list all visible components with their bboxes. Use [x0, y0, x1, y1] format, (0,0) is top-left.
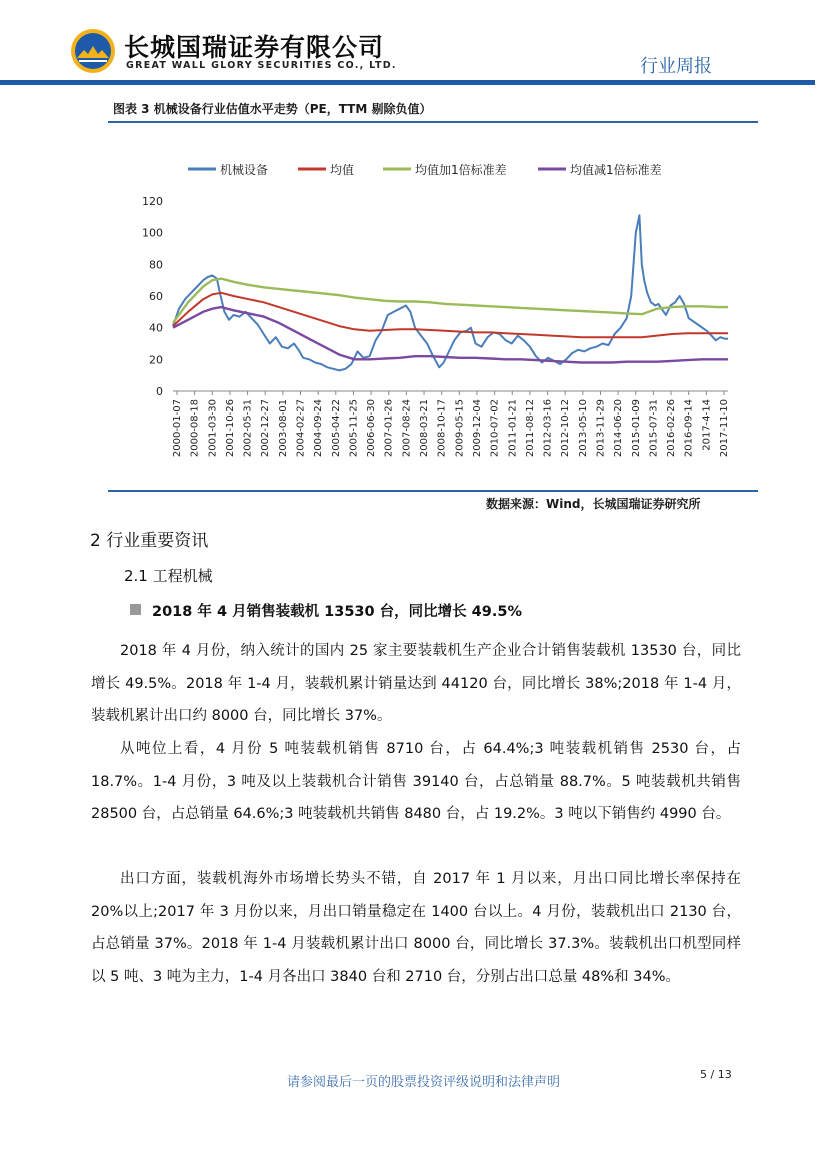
- x-tick-label: 2014-06-20: [613, 399, 625, 458]
- report-type-label: 行业周报: [640, 56, 712, 77]
- x-tick-label: 2000-08-18: [189, 399, 201, 458]
- x-tick-label: 2003-08-01: [277, 399, 289, 458]
- subsection-title: 2.1 工程机械: [124, 567, 213, 585]
- x-tick-label: 2002-05-31: [242, 399, 254, 458]
- x-tick-label: 2016-09-14: [683, 399, 695, 458]
- x-tick-label: 2005-04-22: [330, 399, 342, 458]
- header-divider: [0, 80, 815, 85]
- series-line-1: [173, 215, 728, 370]
- x-tick-label: 2009-05-15: [454, 399, 466, 458]
- figure-source: 数据来源：Wind，长城国瑞证券研究所: [486, 497, 701, 511]
- x-tick-label: 2012-03-16: [542, 399, 554, 458]
- section-title: 2 行业重要资讯: [90, 531, 209, 551]
- x-tick-label: 2009-12-04: [471, 399, 483, 458]
- y-tick-label: 20: [149, 353, 163, 367]
- x-tick-label: 2013-05-10: [577, 399, 589, 458]
- y-tick-label: 40: [149, 321, 163, 335]
- paragraph-text: 出口方面，装载机海外市场增长势头不错，自 2017 年 1 月以来，月出口同比增长率保持在 20%以上;2017 年 3 月份以来，月出口销量稳定在 1400 台以上。4 月份，装载机出口 2130 台，占总销量 37%。2018 年 1-4 月装载机累计出口 8000 台，同比增长 37.3%。装载机出口机型同样以 5 吨、3 吨为主力，1-4 月各出口 3840 台和 2710 台，分别占出口总量 48%和 34%。: [91, 871, 741, 985]
- company-name-en: GREAT WALL GLORY SECURITIES CO., LTD.: [126, 60, 397, 71]
- x-tick-label: 2011-01-21: [507, 399, 519, 458]
- y-tick-label: 0: [156, 385, 163, 398]
- x-tick-label: 2006-06-30: [366, 399, 378, 458]
- figure-top-rule: [108, 121, 758, 123]
- x-tick-label: 2007-08-24: [401, 399, 413, 458]
- x-tick-label: 2013-11-29: [595, 399, 607, 458]
- y-tick-label: 80: [149, 258, 163, 272]
- x-tick-label: 2010-07-02: [489, 399, 501, 458]
- series-line-4: [173, 307, 728, 362]
- y-tick-label: 60: [149, 290, 163, 303]
- legend-label-2: 均值: [330, 163, 355, 177]
- great-wall-logo-icon: [70, 28, 116, 74]
- y-tick-label: 100: [142, 226, 163, 240]
- y-tick-label: 120: [142, 195, 163, 208]
- paragraph-sales: [91, 635, 741, 733]
- chart-series: [173, 215, 728, 370]
- pe-valuation-line-chart: [108, 124, 758, 488]
- x-tick-label: 2004-09-24: [313, 399, 325, 458]
- x-tick-label: 2017-4-14: [701, 399, 713, 451]
- x-tick-label: 2008-03-21: [419, 399, 431, 458]
- square-bullet-icon: [130, 604, 141, 615]
- x-tick-label: 2001-03-30: [207, 399, 219, 458]
- paragraph-export: [91, 863, 741, 993]
- x-tick-label: 2011-08-12: [524, 399, 536, 458]
- news-headline: 2018 年 4 月销售装载机 13530 台，同比增长 49.5%: [152, 604, 522, 620]
- legend-label-4: 均值减1倍标准差: [570, 163, 662, 177]
- x-tick-label: 2002-12-27: [260, 399, 272, 458]
- footer-disclaimer: 请参阅最后一页的股票投资评级说明和法律声明: [287, 1075, 561, 1090]
- paragraph-text: 从吨位上看，4 月份 5 吨装载机销售 8710 台，占 64.4%;3 吨装载机销售 2530 台，占 18.7%。1-4 月份，3 吨及以上装载机合计销售 39140 台，占总销量 88.7%。5 吨装载机共销售 28500 台，占总销量 64.6%;3 吨装载机共销售 8480 台，占 19.2%。3 吨以下销售约 4990 台。: [91, 741, 741, 822]
- x-tick-label: 2004-02-27: [295, 399, 307, 458]
- x-tick-label: 2015-01-09: [630, 399, 642, 458]
- x-tick-label: 2005-11-25: [348, 399, 360, 458]
- x-tick-label: 2017-11-10: [719, 399, 730, 458]
- x-tick-label: 2016-02-26: [666, 399, 678, 458]
- figure-caption: 图表 3 机械设备行业估值水平走势（PE，TTM 剔除负值）: [113, 102, 432, 116]
- x-tick-label: 2012-10-12: [560, 399, 572, 458]
- legend-label-1: 机械设备: [220, 163, 269, 177]
- x-tick-label: 2007-01-26: [383, 399, 395, 458]
- figure-bottom-rule: [108, 490, 758, 492]
- paragraph-tonnage: [91, 733, 741, 831]
- page-number: 5 / 13: [700, 1068, 732, 1081]
- chart-axes: [142, 195, 730, 457]
- x-tick-label: 2015-07-31: [648, 399, 660, 458]
- paragraph-text: 2018 年 4 月份，纳入统计的国内 25 家主要装载机生产企业合计销售装载机 13530 台，同比增长 49.5%。2018 年 1-4 月，装载机累计销量达到 44120 台，同比增长 38%;2018 年 1-4 月，装载机累计出口约 8000 台，同比增长 37%。: [91, 643, 741, 724]
- x-tick-label: 2008-10-17: [436, 399, 448, 458]
- legend-label-3: 均值加1倍标准差: [415, 163, 507, 177]
- chart-legend: [188, 162, 662, 177]
- company-name-cn: 长城国瑞证券有限公司: [124, 33, 385, 62]
- x-tick-label: 2001-10-26: [224, 399, 236, 458]
- x-tick-label: 2000-01-07: [172, 399, 183, 458]
